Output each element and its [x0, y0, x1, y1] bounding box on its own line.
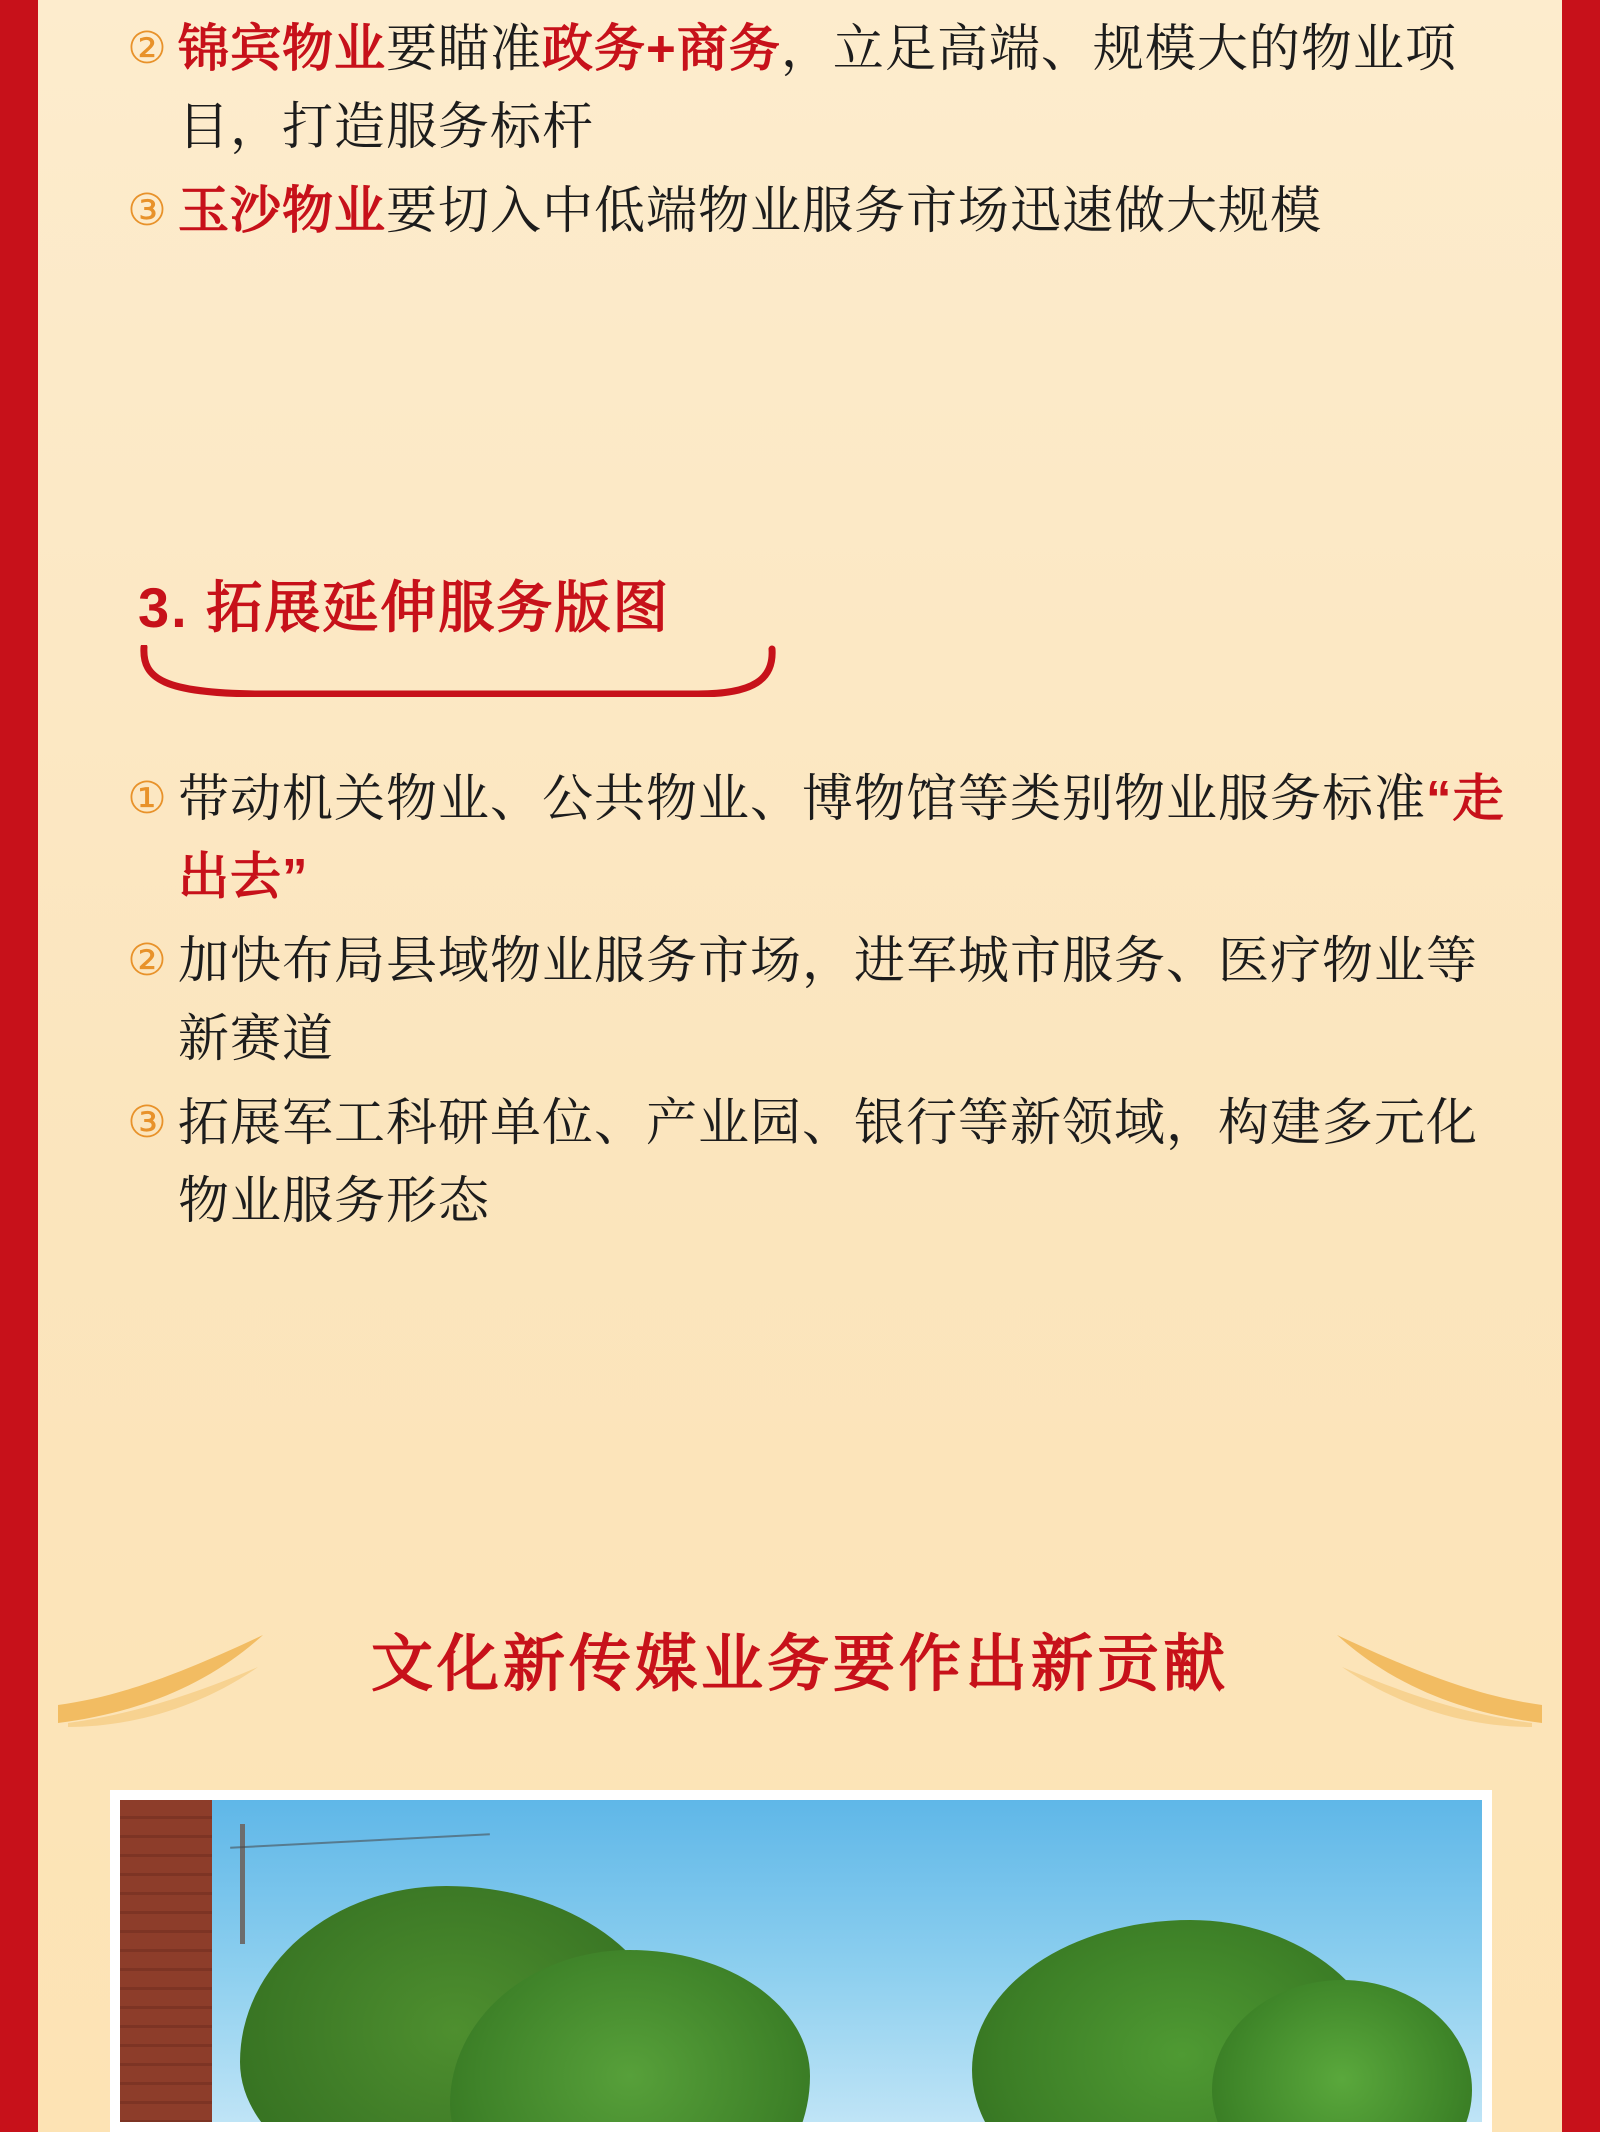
list-item [116, 172, 1506, 250]
plain-text: 带动机关物业、公共物业、博物馆等类别物业服务标准 [178, 770, 1427, 827]
plain-text: ，立足高端、规模大的物业项目，打造服务标杆 [178, 20, 1457, 155]
section-3-list [116, 760, 1516, 1246]
banner-title: 文化新传媒业务要作出新贡献 [370, 1630, 1229, 1699]
plain-text: 要切入中低端物业服务市场迅速做大规模 [386, 182, 1323, 239]
list-marker: ③ [127, 185, 167, 236]
highlight-company: 锦宾物业 [178, 20, 387, 77]
swoosh-icon [138, 645, 778, 697]
plain-text: 要瞄准 [386, 20, 543, 77]
section-heading [138, 575, 958, 697]
poster-content-area [38, 0, 1562, 2132]
brick-wall [120, 1800, 212, 2122]
photo-frame [110, 1790, 1492, 2132]
list-item [116, 922, 1516, 1078]
list-text [178, 172, 1506, 250]
list-item [116, 1084, 1516, 1240]
list-text: 加快布局县域物业服务市场，进军城市服务、医疗物业等新赛道 [178, 932, 1479, 1067]
list-item [116, 760, 1516, 916]
list-marker: ① [127, 773, 167, 824]
list-text [178, 10, 1506, 166]
banner-section [38, 1605, 1562, 1745]
section-title: 3. 拓展延伸服务版图 [138, 576, 671, 639]
photo-image [120, 1800, 1482, 2122]
highlight-company: 玉沙物业 [178, 182, 387, 239]
list-marker: ③ [127, 1097, 167, 1148]
utility-pole [240, 1824, 245, 1944]
power-wire [230, 1833, 490, 1849]
list-text: 拓展军工科研单位、产业园、银行等新领域，构建多元化物业服务形态 [178, 1094, 1479, 1229]
top-continued-list [116, 10, 1506, 256]
highlight-keyword: 政务+商务 [542, 20, 781, 77]
section-underline-swoosh [138, 645, 778, 697]
list-marker: ② [127, 935, 167, 986]
list-marker: ② [127, 23, 167, 74]
highlight-quote: “走出去” [178, 770, 1505, 905]
list-text [178, 760, 1516, 916]
list-item [116, 10, 1506, 166]
